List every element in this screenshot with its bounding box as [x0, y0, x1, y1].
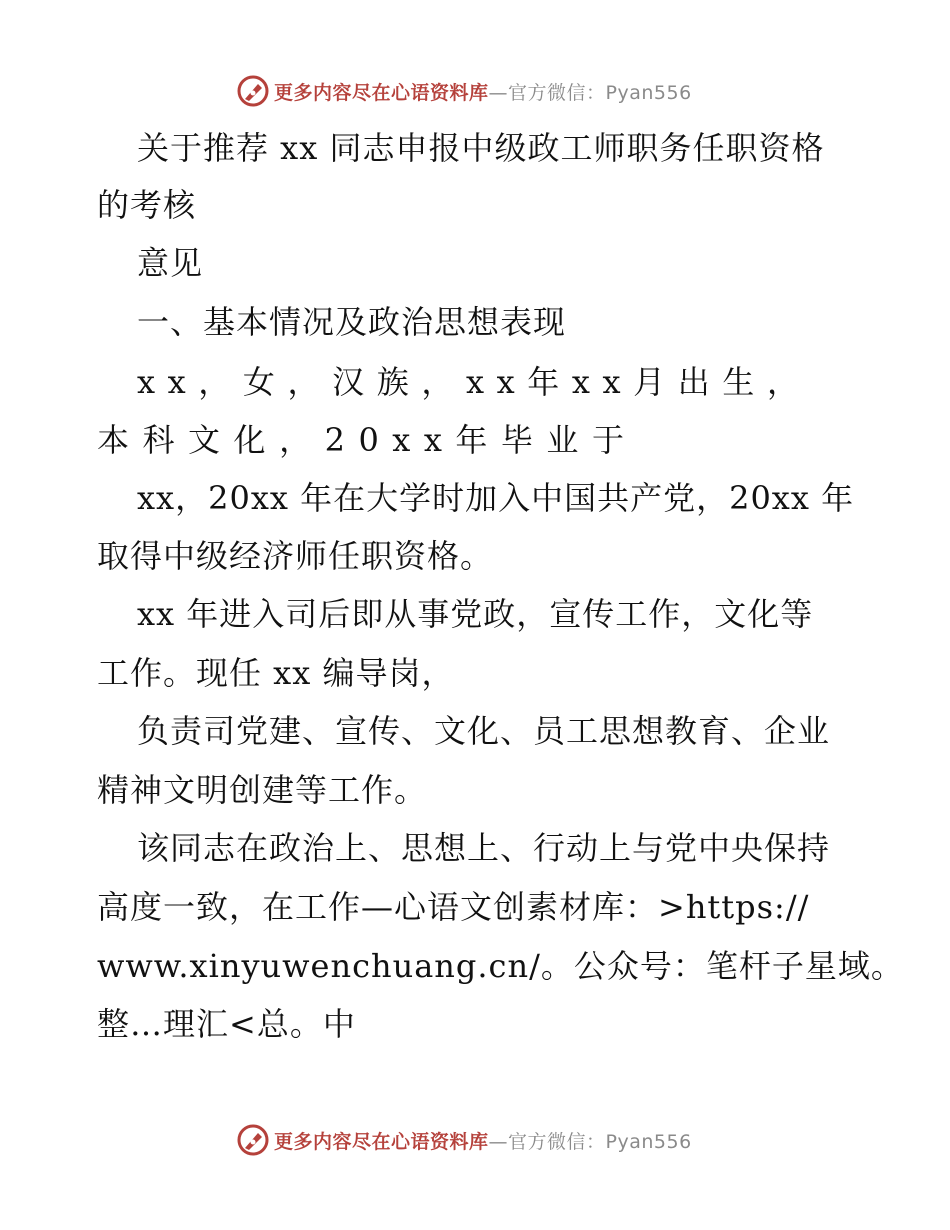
line-glyph: x	[571, 363, 591, 401]
pen-nib-logo-icon	[236, 1123, 270, 1157]
line-glyph: 业	[546, 421, 580, 459]
paragraph-line-url: www.xinyuwenchuang.cn/。公众号：笔杆子星域。	[97, 947, 904, 985]
banner-separator: —	[488, 1130, 509, 1153]
line-glyph: 化	[233, 421, 267, 459]
line-glyph: x	[465, 363, 485, 401]
banner-sub-text: 官方微信：Pyan556	[508, 1130, 692, 1153]
line-glyph: 出	[677, 363, 711, 401]
line-glyph: 毕	[500, 421, 534, 459]
paragraph-line: 精神文明创建等工作。	[97, 771, 428, 809]
line-glyph: 生	[722, 363, 756, 401]
banner-separator: —	[488, 81, 509, 104]
header-watermark-banner	[236, 74, 692, 108]
footer-watermark-banner	[236, 1123, 692, 1157]
line-glyph: ，	[421, 363, 455, 401]
line-glyph: 本	[97, 421, 131, 459]
line-glyph: 文	[188, 421, 222, 459]
paragraph-line: xx，20xx 年在大学时加入中国共产党，20xx 年	[137, 479, 855, 517]
line-glyph: 年	[527, 363, 561, 401]
line-glyph: 年	[455, 421, 489, 459]
paragraph-line: xx 年进入司后即从事党政，宣传工作，文化等	[137, 595, 814, 633]
doc-subtitle: 意见	[137, 244, 204, 282]
line-glyph: ，	[287, 363, 321, 401]
line-glyph: 2	[324, 421, 346, 459]
doc-title-line-2: 的考核	[97, 186, 197, 224]
paragraph-line: 取得中级经济师任职资格。	[97, 537, 494, 575]
paragraph-line: 负责司党建、宣传、文化、员工思想教育、企业	[137, 712, 831, 750]
line-glyph: 汉	[332, 363, 366, 401]
banner-main-text: 更多内容尽在心语资料库	[274, 81, 489, 104]
line-glyph: x	[167, 363, 187, 401]
banner-sub-text: 官方微信：Pyan556	[508, 81, 692, 104]
line-glyph: ，	[279, 421, 313, 459]
pen-nib-logo-icon	[236, 74, 270, 108]
paragraph-line	[97, 420, 625, 460]
line-glyph: 族	[376, 363, 410, 401]
section-heading: 一、基本情况及政治思想表现	[137, 303, 567, 341]
line-glyph: x	[392, 421, 412, 459]
line-glyph: 科	[142, 421, 176, 459]
line-glyph: ，	[766, 363, 800, 401]
paragraph-line: 工作。现任 xx 编导岗，	[97, 654, 455, 692]
line-glyph: ，	[198, 363, 232, 401]
line-glyph: x	[602, 363, 622, 401]
line-glyph: 于	[591, 421, 625, 459]
paragraph-line: 整…理汇<总。中	[97, 1005, 356, 1043]
line-glyph: x	[496, 363, 516, 401]
paragraph-line: 高度一致，在工作—心语文创素材库：>https://	[97, 888, 810, 926]
line-glyph: x	[137, 363, 157, 401]
paragraph-line	[137, 362, 800, 402]
line-glyph: 女	[242, 363, 276, 401]
doc-title-line-1: 关于推荐 xx 同志申报中级政工师职务任职资格	[137, 129, 825, 167]
line-glyph: 0	[358, 421, 380, 459]
paragraph-line: 该同志在政治上、思想上、行动上与党中央保持	[137, 829, 831, 867]
banner-main-text: 更多内容尽在心语资料库	[274, 1130, 489, 1153]
line-glyph: x	[423, 421, 443, 459]
line-glyph: 月	[633, 363, 667, 401]
